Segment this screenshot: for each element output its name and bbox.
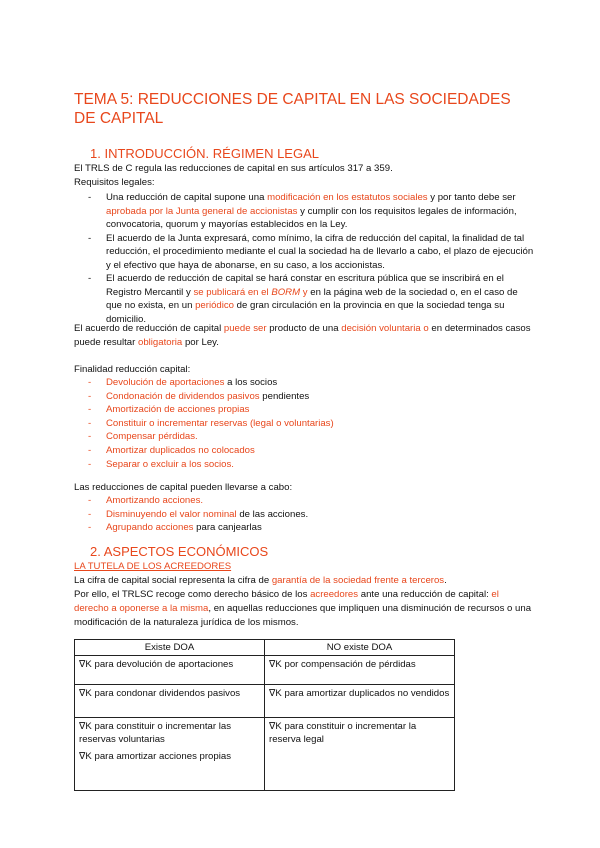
table-row	[75, 718, 455, 791]
list-item: - El acuerdo de reducción de capital se hará constar en escritura pública que se inscribirá en el Registro Mercantil y se publicará en el BORM y en la página web de la sociedad o, en el caso de que no exista, en un periódico de gran circulación en la provincia en que la sociedad tenga su domicilio.	[88, 273, 518, 325]
creditors-right-paragraph: Por ello, el TRLSC recoge como derecho básico de los acreedores ante una reducción de capital: el derecho a oponerse a la misma, en aquellas reducciones que impliquen una disminución de recursos o una modificación de la naturaleza jurídica de los mismos.	[74, 589, 532, 629]
doa-comparison-table	[74, 639, 455, 791]
table-cell: ∇K para constituir o incrementar la reserva legal	[265, 718, 455, 791]
column-header-existe-doa: Existe DOA	[75, 640, 265, 656]
subheading-tutela-acreedores: LA TUTELA DE LOS ACREEDORES	[74, 561, 232, 572]
list-item: - Amortización de acciones propias	[88, 404, 250, 416]
list-item: - Devolución de aportaciones a los socios	[88, 377, 278, 388]
list-item: - Disminuyendo el valor nominal de las acciones.	[88, 508, 309, 520]
list-item: - Amortizar duplicados no colocados	[88, 444, 255, 456]
intro-text: El TRLS de C regula las reducciones de capital en sus artículos 317 a 359.	[74, 163, 393, 174]
column-header-no-existe-doa: NO existe DOA	[265, 640, 455, 656]
list-item: - Agrupando acciones para canjearlas	[88, 522, 262, 534]
section-heading-introduccion: 1. INTRODUCCIÓN. RÉGIMEN LEGAL	[90, 146, 319, 161]
list-item: - Constituir o incrementar reservas (legal o voluntarias)	[88, 417, 334, 429]
table-cell: ∇K para condonar dividendos pasivos	[75, 685, 265, 718]
table-cell: ∇K por compensación de pérdidas	[265, 656, 455, 685]
table-row	[75, 656, 455, 685]
document-title: TEMA 5: REDUCCIONES DE CAPITAL EN LAS SOCIEDADES DE CAPITAL	[74, 91, 511, 127]
list-item: - El acuerdo de la Junta expresará, como mínimo, la cifra de reducción del capital, la finalidad de tal reducción, el procedimiento mediante el cual la sociedad ha de llevarlo a cabo, el plazo de ejecución y el efectivo que haya de abonarse, en su caso, a los accionistas.	[88, 232, 534, 271]
table-header-row	[75, 640, 455, 656]
section-heading-aspectos-economicos: 2. ASPECTOS ECONÓMICOS	[90, 544, 269, 559]
capital-guarantee-paragraph: La cifra de capital social representa la cifra de garantía de la sociedad frente a terceros.	[74, 575, 447, 586]
purpose-list	[74, 376, 534, 471]
requirements-list	[74, 191, 534, 326]
table-cell: ∇K para constituir o incrementar las reservas voluntarias ∇K para amortizar acciones propias	[75, 718, 265, 791]
list-item: - Una reducción de capital supone una modificación en los estatutos sociales y por tanto debe ser aprobada por la Junta general de accionistas y cumplir con los requisitos legales de información, convocatoria, quorum y mayorías establecidos en la Ley.	[88, 192, 517, 230]
table-cell: ∇K para amortizar duplicados no vendidos	[265, 685, 455, 718]
list-item: - Amortizando acciones.	[88, 495, 204, 506]
table-row	[75, 685, 455, 718]
requirements-label: Requisitos legales:	[74, 177, 155, 188]
voluntary-or-mandatory-paragraph: El acuerdo de reducción de capital puede ser producto de una decisión voluntaria o en determinados casos puede resultar obligatoria por Ley.	[74, 323, 531, 349]
list-item: - Condonación de dividendos pasivos pendientes	[88, 390, 310, 402]
list-item: - Separar o excluir a los socios.	[88, 458, 234, 470]
table-cell: ∇K para devolución de aportaciones	[75, 656, 265, 685]
methods-list	[74, 494, 534, 535]
methods-label: Las reducciones de capital pueden llevarse a cabo:	[74, 482, 293, 493]
purpose-label: Finalidad reducción capital:	[74, 364, 191, 375]
list-item: - Compensar pérdidas.	[88, 431, 198, 443]
